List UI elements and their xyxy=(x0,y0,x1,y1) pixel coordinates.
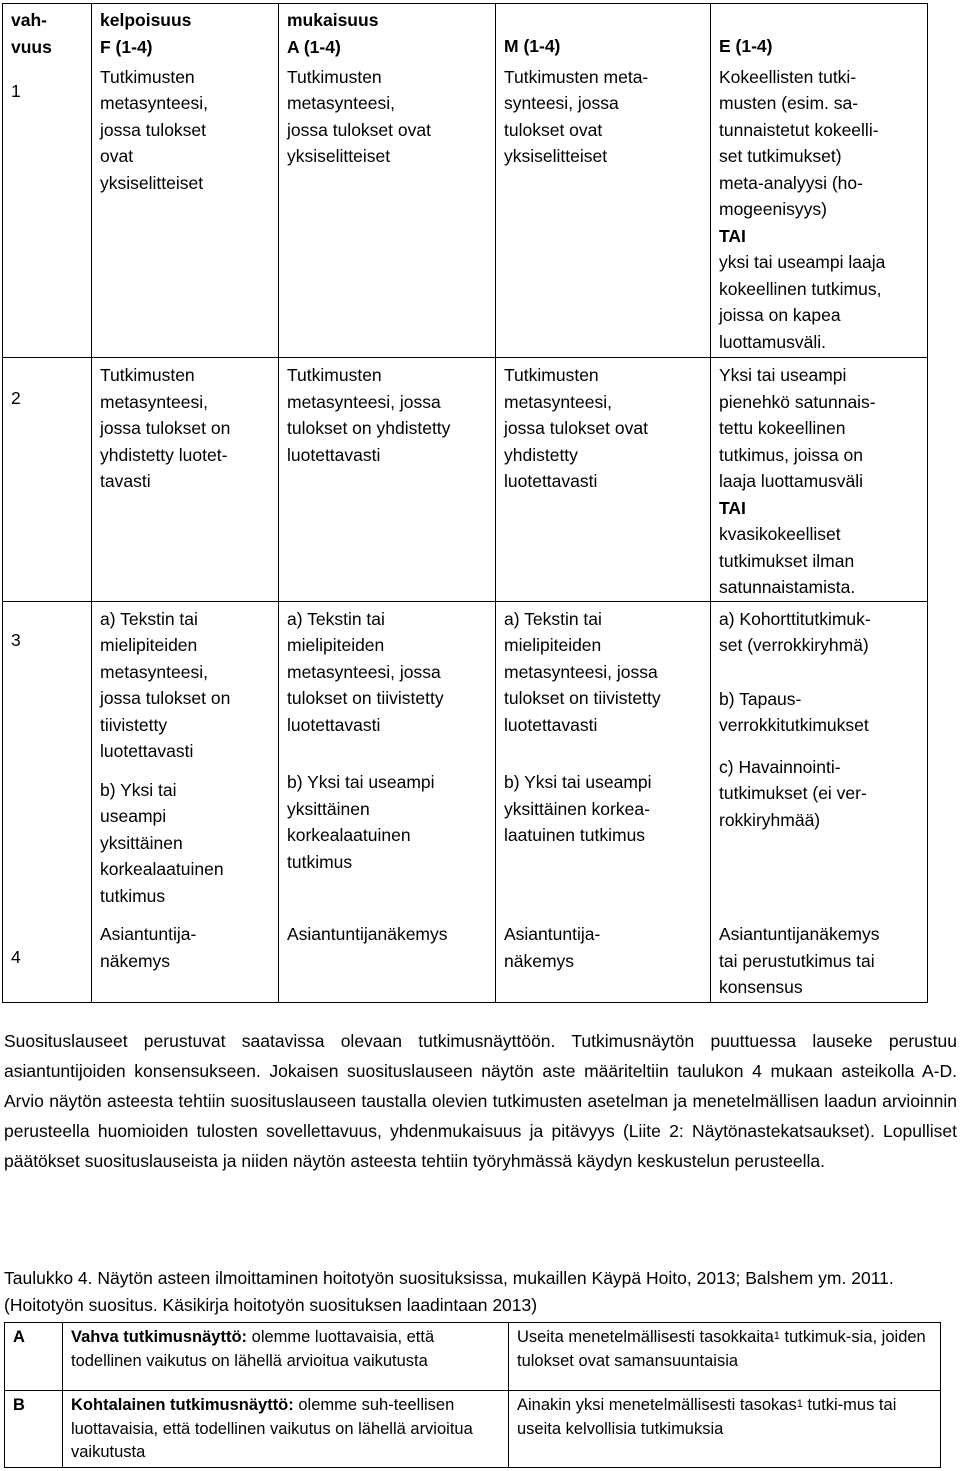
cell-line: Tutkimusten xyxy=(100,66,195,87)
grade-criteria xyxy=(509,1391,941,1468)
cell-line: tutkimus, joissa on xyxy=(719,444,863,465)
cell-line: tavasti xyxy=(100,471,151,491)
header-meaning xyxy=(496,4,711,64)
cell-line: tutkimus xyxy=(100,885,166,906)
row-number-text: 3 xyxy=(11,629,21,650)
cell-validity xyxy=(92,64,279,358)
header-effectiveness-line: E (1-4) xyxy=(719,36,773,56)
header-effectiveness xyxy=(711,4,928,64)
cell-meaning xyxy=(496,601,711,921)
recommendation-paragraph: Suosituslauseet perustuvat saatavissa olevaan tutkimusnäyttöön. Tutkimusnäytön puuttuessa lauseke perustuu asiantuntijoiden konsensukseen. Jokaisen suosituslauseen näytön aste määriteltiin taulukon 4 mukaan asteikolla A-D. Arvio näytön asteesta tehtiin suosituslauseen taustalla olevien tutkimusten asetelman ja menetelmällisen laadun arvioinnin perusteella huomioiden tulosten sovellettavuus, yhdenmukaisuus ja pitävyys (Liite 2: Näytönastekatsaukset). Lopulliset päätökset suosituslauseista ja niiden näytön asteesta tehtiin työryhmässä käydyn keskustelun perusteella. xyxy=(4,1031,957,1171)
evidence-grade-table xyxy=(4,1322,941,1468)
cell-line: Tutkimusten xyxy=(287,66,382,87)
cell-line: yksittäinen xyxy=(100,832,183,853)
cell-line: pienehkö satunnais- xyxy=(719,391,876,412)
header-applicability-line: A (1-4) xyxy=(287,36,341,57)
row-number xyxy=(3,601,92,921)
cell-line: mielipiteiden xyxy=(100,635,198,655)
cell-line: a) Tekstin tai xyxy=(287,608,385,629)
header-validity-line: kelpoisuus xyxy=(100,10,192,30)
cell-line: metasynteesi, xyxy=(100,661,208,682)
cell-line: tulokset ovat xyxy=(504,119,603,140)
cell-line: yhdistetty xyxy=(504,444,578,465)
cell-line: rokkiryhmää) xyxy=(719,809,821,830)
cell-line: joissa on kapea xyxy=(719,305,841,325)
table-row xyxy=(3,358,928,602)
grade-criteria xyxy=(509,1323,941,1391)
cell-line: Tutkimusten xyxy=(287,365,382,385)
cell-validity xyxy=(92,921,279,1002)
cell-effectiveness xyxy=(711,601,928,921)
cell-line: tutkimukset (ei ver- xyxy=(719,783,867,803)
cell-line: mielipiteiden xyxy=(504,635,602,655)
cell-line: tettu kokeellinen xyxy=(719,418,846,438)
grade-description xyxy=(63,1391,509,1468)
cell-validity xyxy=(92,601,279,921)
cell-line: Asiantuntija- xyxy=(504,924,601,944)
header-level-line: vuus xyxy=(11,36,52,57)
row-number xyxy=(3,921,92,1002)
cell-effectiveness xyxy=(711,921,928,1002)
cell-line: tulokset on tiivistetty xyxy=(287,688,444,708)
cell-line: Asiantuntijanäkemys xyxy=(719,924,880,944)
cell-meaning xyxy=(496,64,711,358)
cell-line: metasynteesi, xyxy=(287,93,395,113)
cell-line: satunnaistamista. xyxy=(719,577,856,597)
cell-line: korkealaatuinen xyxy=(100,859,224,879)
cell-line: b) Tapaus- xyxy=(719,688,802,709)
criteria-text: tutkimuk-sia, joiden tulokset ovat samansuuntaisia xyxy=(517,1328,926,1370)
criteria-text: tutki-mus tai useita kelvollisia tutkimuksia xyxy=(517,1396,897,1438)
grade-description xyxy=(63,1323,509,1391)
cell-line: jossa tulokset xyxy=(100,119,207,140)
cell-line: yksiselitteiset xyxy=(100,172,204,193)
header-validity-line: F (1-4) xyxy=(100,36,153,57)
cell-line: laaja luottamusväli xyxy=(719,471,863,491)
cell-line: mogeenisyys) xyxy=(719,199,827,219)
criteria-text: Useita menetelmällisesti tasokkaita xyxy=(517,1328,774,1346)
cell-line: yksi tai useampi laaja xyxy=(719,252,886,272)
cell-applicability xyxy=(279,358,496,602)
cell-line: synteesi, jossa xyxy=(504,93,619,113)
cell-line: kokeellinen tutkimus, xyxy=(719,278,882,299)
cell-line: metasynteesi, jossa xyxy=(504,661,658,682)
grade-text: olemme luottavaisia, että todellinen vaikutus on lähellä arvioitua vaikutusta xyxy=(71,1328,435,1370)
cell-line: kvasikokeelliset xyxy=(719,524,841,544)
cell-line: b) Yksi tai xyxy=(100,779,177,800)
cell-effectiveness xyxy=(711,358,928,602)
cell-line: set tutkimukset) xyxy=(719,146,842,166)
cell-line: luotettavasti xyxy=(100,741,194,761)
cell-line: metasynteesi, xyxy=(100,391,208,412)
cell-line: tulokset on yhdistetty xyxy=(287,418,451,438)
cell-line: luotettavasti xyxy=(287,714,381,735)
cell-line: useampi xyxy=(100,806,167,826)
header-validity xyxy=(92,4,279,64)
cell-line: ovat xyxy=(100,146,134,166)
cell-line: luotettavasti xyxy=(287,444,381,465)
cell-meaning xyxy=(496,921,711,1002)
cell-line: luotettavasti xyxy=(504,714,598,735)
cell-line: mielipiteiden xyxy=(287,635,385,655)
cell-line: jossa tulokset ovat xyxy=(287,119,431,140)
cell-line: metasynteesi, xyxy=(100,93,208,113)
header-level xyxy=(3,4,92,64)
cell-line: konsensus xyxy=(719,977,803,997)
cell-applicability xyxy=(279,601,496,921)
cell-line: jossa tulokset on xyxy=(100,418,231,438)
cell-line-or: TAI xyxy=(719,497,746,518)
cell-line: jossa tulokset on xyxy=(100,688,231,708)
header-applicability-line: mukaisuus xyxy=(287,10,379,30)
cell-line: tutkimus xyxy=(287,851,353,872)
row-number-text: 1 xyxy=(11,80,21,101)
grade-text: olemme suh-teellisen luottavaisia, että todellinen vaikutus on lähellä arvioitua vaikutusta xyxy=(71,1396,473,1461)
cell-line: yksittäinen xyxy=(287,798,370,819)
cell-line: näkemys xyxy=(504,950,575,971)
table-caption: Taulukko 4. Näytön asteen ilmoittaminen hoitotyön suosituksissa, mukaillen Käypä Hoito, 2013; Balshem ym. 2011. (Hoitotyön suositus. Käsikirja hoitotyön suosituksen laadintaan 2013) xyxy=(4,1268,894,1315)
cell-line: korkealaatuinen xyxy=(287,825,411,845)
cell-line: näkemys xyxy=(100,950,171,971)
header-meaning-line: M (1-4) xyxy=(504,36,561,56)
cell-line-or: TAI xyxy=(719,225,746,246)
cell-effectiveness xyxy=(711,64,928,358)
grade-letter: A xyxy=(5,1323,63,1391)
cell-line: Kokeellisten tutki- xyxy=(719,66,857,87)
cell-line: b) Yksi tai useampi xyxy=(504,772,652,792)
cell-line: musten (esim. sa- xyxy=(719,93,859,113)
cell-line: verrokkitutkimukset xyxy=(719,715,869,735)
table-row xyxy=(3,921,928,1002)
cell-meaning xyxy=(496,358,711,602)
cell-line: tulokset on tiivistetty xyxy=(504,688,661,708)
cell-line: a) Tekstin tai xyxy=(504,608,602,629)
cell-line: yhdistetty luotet- xyxy=(100,444,228,465)
criteria-text: Ainakin yksi menetelmällisesti tasokas xyxy=(517,1396,797,1414)
header-level-line: vah- xyxy=(11,10,47,30)
grade-letter: B xyxy=(5,1391,63,1468)
cell-line: tunnaistetut kokeelli- xyxy=(719,119,879,140)
row-number xyxy=(3,64,92,358)
cell-applicability xyxy=(279,64,496,358)
cell-line: Yksi tai useampi xyxy=(719,365,847,385)
table-row xyxy=(5,1391,941,1468)
cell-line: Tutkimusten xyxy=(504,365,599,385)
cell-line: set (verrokkiryhmä) xyxy=(719,635,869,655)
cell-line: luottamusväli. xyxy=(719,331,826,352)
cell-line: Tutkimusten meta- xyxy=(504,66,649,87)
cell-line: a) Tekstin tai xyxy=(100,608,198,629)
cell-line: metasynteesi, jossa xyxy=(287,661,441,682)
cell-line: metasynteesi, xyxy=(504,391,612,412)
cell-line: meta-analyysi (ho- xyxy=(719,172,863,193)
cell-line: tai perustutkimus tai xyxy=(719,950,875,971)
cell-line: Asiantuntijanäkemys xyxy=(287,924,448,944)
table-row xyxy=(3,64,928,358)
grade-label: Vahva tutkimusnäyttö: xyxy=(71,1328,248,1346)
cell-line: tiivistetty xyxy=(100,714,168,735)
cell-line: luotettavasti xyxy=(504,471,598,491)
cell-line: tutkimukset ilman xyxy=(719,550,855,571)
header-applicability xyxy=(279,4,496,64)
cell-line: Tutkimusten xyxy=(100,365,195,385)
cell-line: a) Kohorttitutkimuk- xyxy=(719,608,871,629)
cell-line: yksittäinen korkea- xyxy=(504,798,650,819)
table-row xyxy=(5,1323,941,1391)
evidence-level-table xyxy=(2,3,928,1003)
cell-line: metasynteesi, jossa xyxy=(287,391,441,412)
cell-line: yksiselitteiset xyxy=(504,146,608,166)
row-number-text: 4 xyxy=(11,947,21,967)
cell-validity xyxy=(92,358,279,602)
grade-label: Kohtalainen tutkimusnäyttö: xyxy=(71,1396,294,1414)
cell-line: c) Havainnointi- xyxy=(719,756,841,777)
table-row xyxy=(3,601,928,921)
cell-applicability xyxy=(279,921,496,1002)
cell-line: yksiselitteiset xyxy=(287,146,391,166)
footnote-marker: 1 xyxy=(773,1330,780,1342)
row-number-text: 2 xyxy=(11,388,21,408)
cell-line: b) Yksi tai useampi xyxy=(287,772,435,792)
footnote-marker: 1 xyxy=(796,1398,803,1410)
cell-line: laatuinen tutkimus xyxy=(504,825,646,845)
cell-line: Asiantuntija- xyxy=(100,924,197,944)
cell-line: jossa tulokset ovat xyxy=(504,418,648,438)
row-number xyxy=(3,358,92,602)
